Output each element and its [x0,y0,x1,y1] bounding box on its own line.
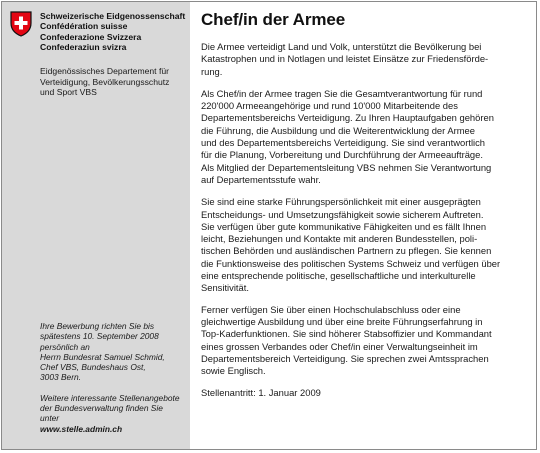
more-jobs-line: der Bundesverwaltung finden Sie [40,403,163,414]
text-line: für die Planung, Vorbereitung und Durchführung der Armeeaufträge. [201,149,483,161]
text-line: eines grossen Verbandes oder Chef/in einer Verwaltungseinheit im [201,340,478,352]
application-info [40,321,186,434]
application-line: spätestens 10. September 2008 [40,331,159,342]
more-jobs-line: unter [40,413,60,424]
text-line: Departementsbereichs Verteidigung. Zu Ihren Hauptaufgaben gehören [201,112,494,124]
text-line: die Führung, die Ausbildung und die Weiterentwicklung der Armee [201,124,475,136]
application-line: 3003 Bern. [40,372,81,383]
text-line: auf Departementsstufe wahr. [201,173,321,185]
confederation-de: Schweizerische Eidgenossenschaft [40,11,186,21]
job-description [190,2,536,449]
text-line: sowie Englisch. [201,365,266,377]
jobs-portal-link[interactable]: www.stelle.admin.ch [40,423,123,434]
sidebar [2,2,190,449]
start-date: Stellenantritt: 1. Januar 2009 [201,387,321,399]
federal-logo [10,11,185,53]
text-line: und des Departementsbereichs Verteidigung. Sie sind verantwortlich [201,137,486,149]
text-line: Ferner verfügen Sie über einen Hochschulabschluss oder eine [201,303,461,315]
department-line: Verteidigung, Bevölkerungsschutz [40,76,170,87]
text-line: tischen Behörden und ausländischen Partnern zu pflegen. Sie kennen [201,245,492,257]
text-line: 220'000 Armeeangehörige und rund 10'000 Mitarbeitende des [201,100,458,112]
more-jobs-line: Weitere interessante Stellenangebote [40,392,180,403]
text-line: Departementsbereich Verteidigung. Sie sprechen zwei Amtssprachen [201,352,489,364]
text-line: Als Chef/in der Armee tragen Sie die Gesamtverantwortung für rund [201,87,483,99]
confederation-it: Confederazione Svizzera [40,31,142,42]
swiss-crest-icon [10,11,32,37]
text-line: Sensitivität. [201,282,249,294]
text-line: Die Armee verteidigt Land und Volk, unterstützt die Bevölkerung bei [201,41,482,52]
qualifications-paragraph [201,304,526,378]
job-title: Chef/in der Armee [201,10,346,29]
text-line: Sie verfügen über gute kommunikative Fähigkeiten und es fällt Ihnen [201,220,487,232]
application-line: persönlich an [40,341,90,352]
text-line: Sie sind eine starke Führungspersönlichkeit mit einer ausgeprägten [201,196,481,208]
confederation-fr: Confédération suisse [40,21,128,32]
application-instructions [40,321,186,383]
text-line: Top-Kaderfunktionen. Sie sind höherer Stabsoffizier und Kommandant [201,328,492,340]
confederation-rm: Confederaziun svizra [40,42,127,53]
department-line: Eidgenössisches Departement für [40,66,169,76]
text-line: Katastrophen und in Notlagen und leistet Einsätze zur Friedensförde- [201,53,489,65]
application-line: Ihre Bewerbung richten Sie bis [40,321,155,331]
intro-paragraph [201,41,526,78]
confederation-names [40,11,185,53]
job-ad-frame [1,1,537,450]
text-line: Als Mitglied der Departementsleitung VBS nehmen Sie Verantwortung [201,161,492,173]
department-line: und Sport VBS [40,87,97,98]
text-line: eine entsprechende politische, gesellschaftliche und interkulturelle [201,270,476,282]
text-line: Entscheidungs- und Umsetzungsfähigkeit sowie sicherem Auftreten. [201,208,484,220]
application-line: Herrn Bundesrat Samuel Schmid, [40,351,165,362]
responsibilities-paragraph [201,88,526,186]
text-line: die Funktionsweise des politischen Systems Schweiz und verfügen über [201,257,501,269]
text-line: gleichwertige Ausbildung und über eine breite Führungserfahrung in [201,315,483,327]
profile-paragraph [201,196,526,294]
application-line: Chef VBS, Bundeshaus Ost, [40,362,146,373]
more-jobs-note [40,393,186,434]
text-line: rung. [201,65,223,77]
department-name [40,66,186,98]
text-line: leicht, Beziehungen und Kontakte mit anderen Bundesstellen, poli- [201,233,478,245]
